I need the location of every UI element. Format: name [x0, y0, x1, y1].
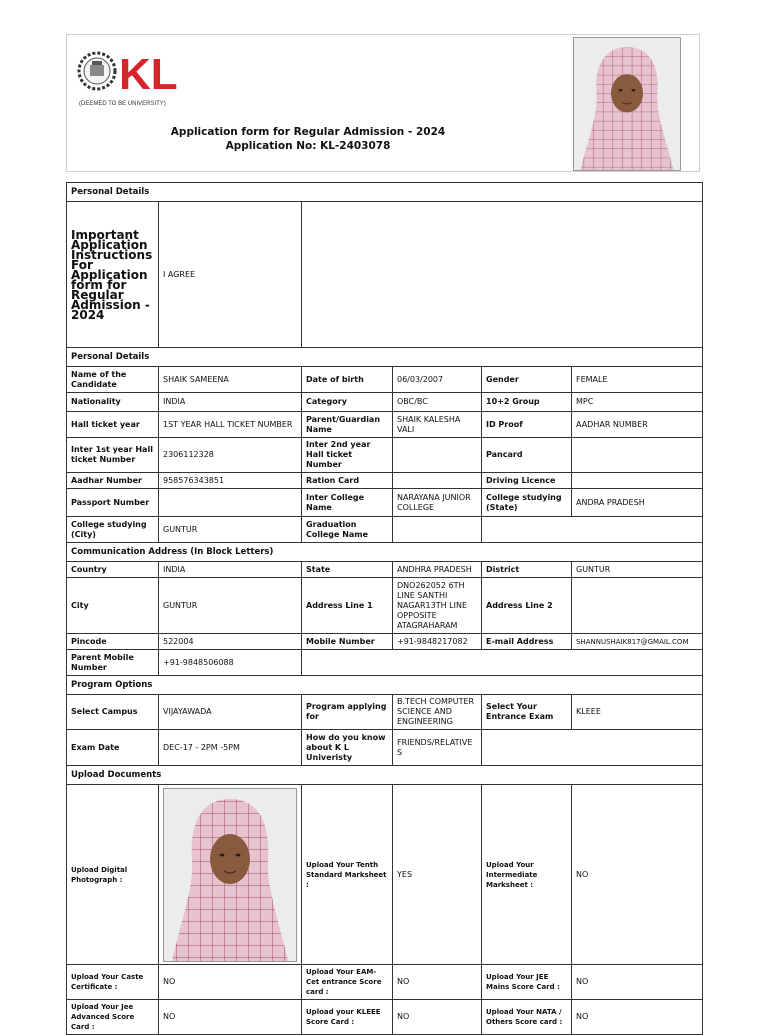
- idproof-label: ID Proof: [482, 412, 572, 438]
- entrance-exam-label: Select Your Entrance Exam: [482, 695, 572, 730]
- exam-date-value: DEC-17 - 2PM -5PM: [159, 730, 302, 766]
- pincode-value: 522004: [159, 634, 302, 650]
- section-program-options: Program Options: [67, 676, 703, 695]
- dob-value: 06/03/2007: [393, 367, 482, 393]
- instructions-value: I AGREE: [159, 202, 302, 348]
- pancard-value: [572, 438, 703, 473]
- inter2-label: Inter 2nd year Hall ticket Number: [302, 438, 393, 473]
- district-label: District: [482, 562, 572, 578]
- state-label: State: [302, 562, 393, 578]
- nata-upload-value: NO: [572, 1000, 703, 1035]
- group-label: 10+2 Group: [482, 393, 572, 412]
- gender-label: Gender: [482, 367, 572, 393]
- address-line1-label: Address Line 1: [302, 578, 393, 634]
- logo-text: KL: [119, 50, 178, 99]
- inter-upload-label: Upload Your Intermediate Marksheet :: [482, 785, 572, 965]
- passport-value: [159, 489, 302, 517]
- kleee-upload-label: Upload your KLEEE Score Card :: [302, 1000, 393, 1035]
- section-communication-address: Communication Address (In Block Letters): [67, 543, 703, 562]
- city-label: City: [67, 578, 159, 634]
- section-upload-documents: Upload Documents: [67, 766, 703, 785]
- email-label: E-mail Address: [482, 634, 572, 650]
- inter1-value: 2306112328: [159, 438, 302, 473]
- form-table: [66, 182, 703, 1035]
- nationality-value: INDIA: [159, 393, 302, 412]
- gender-value: FEMALE: [572, 367, 703, 393]
- eamcet-upload-value: NO: [393, 965, 482, 1000]
- tenth-upload-value: YES: [393, 785, 482, 965]
- applying-label: Program applying for: [302, 695, 393, 730]
- applicant-photo-small: [573, 37, 681, 171]
- section-personal-details: Personal Details: [67, 183, 703, 202]
- section-personal-details-2: Personal Details: [67, 348, 703, 367]
- eamcet-upload-label: Upload Your EAM-Cet entrance Score card :: [302, 965, 393, 1000]
- address-line2-value: [572, 578, 703, 634]
- form-header: [66, 34, 700, 172]
- pincode-label: Pincode: [67, 634, 159, 650]
- campus-label: Select Campus: [67, 695, 159, 730]
- address-line1-value: DNO262052 6TH LINE SANTHI NAGAR13TH LINE OPPOSITE ATAGRAHARAM: [393, 578, 482, 634]
- intercollege-value: NARAYANA JUNIOR COLLEGE: [393, 489, 482, 517]
- parent-mobile-value: +91-9848506088: [159, 650, 302, 676]
- hallticket-label: Hall ticket year: [67, 412, 159, 438]
- country-label: Country: [67, 562, 159, 578]
- kleee-upload-value: NO: [393, 1000, 482, 1035]
- email-value: SHANNUSHAIK817@GMAIL.COM: [572, 634, 703, 650]
- ration-value: [393, 473, 482, 489]
- inter1-label: Inter 1st year Hall ticket Number: [67, 438, 159, 473]
- seal-icon: [79, 53, 115, 89]
- pancard-label: Pancard: [482, 438, 572, 473]
- instructions-label: Important Application Instructions For Application form for Regular Admission - 2024: [67, 202, 159, 348]
- hallticket-value: 1ST YEAR HALL TICKET NUMBER: [159, 412, 302, 438]
- application-form: [66, 34, 702, 1031]
- category-value: OBC/BC: [393, 393, 482, 412]
- mobile-label: Mobile Number: [302, 634, 393, 650]
- campus-value: VIJAYAWADA: [159, 695, 302, 730]
- university-logo: [75, 49, 245, 109]
- inter2-value: [393, 438, 482, 473]
- jeeadv-upload-value: NO: [159, 1000, 302, 1035]
- licence-value: [572, 473, 703, 489]
- country-value: INDIA: [159, 562, 302, 578]
- logo-subtext: (DEEMED TO BE UNIVERSITY): [79, 101, 166, 107]
- guardian-value: SHAIK KALESHA VALI: [393, 412, 482, 438]
- grad-college-value: [393, 517, 482, 543]
- guardian-label: Parent/Guardian Name: [302, 412, 393, 438]
- state-college-value: ANDRA PRADESH: [572, 489, 703, 517]
- city-college-value: GUNTUR: [159, 517, 302, 543]
- know-value: FRIENDS/RELATIVES: [393, 730, 482, 766]
- know-label: How do you know about K L Univeristy: [302, 730, 393, 766]
- intercollege-label: Inter College Name: [302, 489, 393, 517]
- grad-college-label: Graduation College Name: [302, 517, 393, 543]
- application-number: Application No: KL-2403078: [225, 140, 391, 152]
- ration-label: Ration Card: [302, 473, 393, 489]
- parent-mobile-label: Parent Mobile Number: [67, 650, 159, 676]
- mobile-value: +91-9848217082: [393, 634, 482, 650]
- category-label: Category: [302, 393, 393, 412]
- blank-cell: [302, 650, 703, 676]
- licence-label: Driving Licence: [482, 473, 572, 489]
- instructions-blank: [302, 202, 703, 348]
- city-value: GUNTUR: [159, 578, 302, 634]
- applying-value: B.TECH COMPUTER SCIENCE AND ENGINEERING: [393, 695, 482, 730]
- entrance-exam-value: KLEEE: [572, 695, 703, 730]
- applicant-photo: [163, 788, 297, 962]
- name-label: Name of the Candidate: [67, 367, 159, 393]
- inter-upload-value: NO: [572, 785, 703, 965]
- aadhar-label: Aadhar Number: [67, 473, 159, 489]
- city-college-label: College studying (City): [67, 517, 159, 543]
- district-value: GUNTUR: [572, 562, 703, 578]
- state-value: ANDHRA PRADESH: [393, 562, 482, 578]
- caste-upload-label: Upload Your Caste Certificate :: [67, 965, 159, 1000]
- group-value: MPC: [572, 393, 703, 412]
- idproof-value: AADHAR NUMBER: [572, 412, 703, 438]
- tenth-upload-label: Upload Your Tenth Standard Marksheet :: [302, 785, 393, 965]
- jeeadv-upload-label: Upload Your Jee Advanced Score Card :: [67, 1000, 159, 1035]
- nata-upload-label: Upload Your NATA / Others Score card :: [482, 1000, 572, 1035]
- passport-label: Passport Number: [67, 489, 159, 517]
- caste-upload-value: NO: [159, 965, 302, 1000]
- state-college-label: College studying (State): [482, 489, 572, 517]
- address-line2-label: Address Line 2: [482, 578, 572, 634]
- dob-label: Date of birth: [302, 367, 393, 393]
- jeemains-upload-label: Upload Your JEE Mains Score Card :: [482, 965, 572, 1000]
- blank-cell: [482, 517, 703, 543]
- blank-cell: [482, 730, 703, 766]
- exam-date-label: Exam Date: [67, 730, 159, 766]
- form-title-block: [67, 125, 549, 153]
- form-title: Application form for Regular Admission - 2024: [170, 126, 446, 138]
- aadhar-value: 958576343851: [159, 473, 302, 489]
- jeemains-upload-value: NO: [572, 965, 703, 1000]
- nationality-label: Nationality: [67, 393, 159, 412]
- name-value: SHAIK SAMEENA: [159, 367, 302, 393]
- photo-upload-label: Upload Digital Photograph :: [67, 785, 159, 965]
- photo-upload-cell: [159, 785, 302, 965]
